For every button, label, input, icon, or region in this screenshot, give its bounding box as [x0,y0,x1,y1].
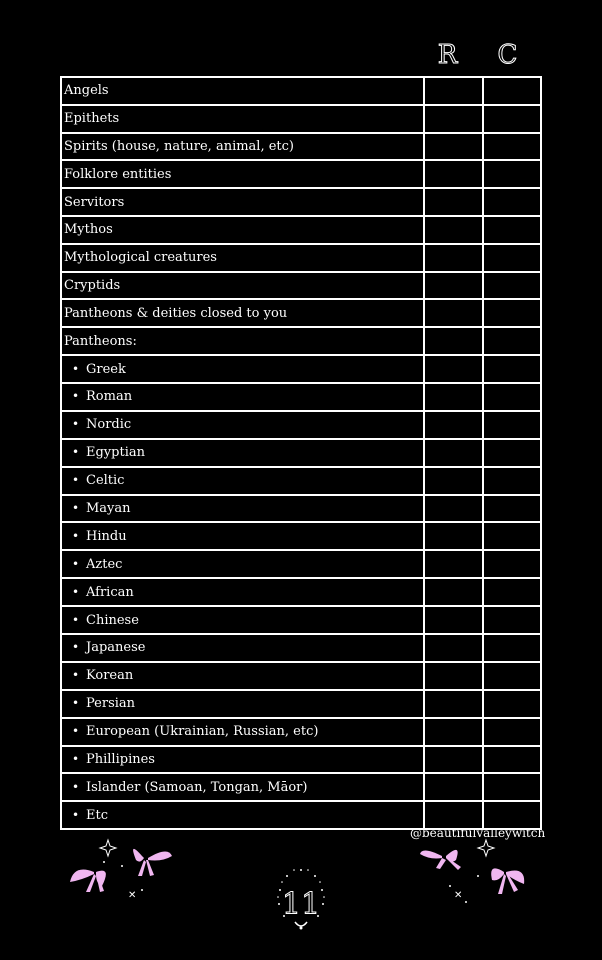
checkbox-cell-c[interactable] [483,634,541,662]
row-label: Islander (Samoan, Tongan, Māor) [86,779,308,795]
row-label: Etc [86,807,108,823]
table-row [61,244,541,272]
row-label-cell [61,133,424,161]
row-label: Mayan [86,500,131,516]
row-label-cell [61,578,424,606]
table-row [61,133,541,161]
bullet-icon: • [72,389,80,404]
bullet-icon: • [72,473,80,488]
checkbox-cell-r[interactable] [424,133,482,161]
checkbox-cell-r[interactable] [424,550,482,578]
table-row [61,662,541,690]
table-row [61,383,541,411]
table-row [61,495,541,523]
checkbox-cell-r[interactable] [424,773,482,801]
row-label-cell [61,216,424,244]
checkbox-cell-r[interactable] [424,718,482,746]
creator-handle: @beautifulvalleywitch [410,826,546,840]
bullet-icon: • [72,528,80,543]
bow-decoration-left [64,836,184,906]
checkbox-cell-r[interactable] [424,355,482,383]
checkbox-cell-r[interactable] [424,272,482,300]
checkbox-cell-r[interactable] [424,160,482,188]
row-label-cell [61,522,424,550]
row-label: Servitors [64,194,125,210]
checkbox-cell-r[interactable] [424,495,482,523]
row-label-cell [61,746,424,774]
row-label: Mythological creatures [64,250,217,266]
table-row [61,411,541,439]
checkbox-cell-c[interactable] [483,746,541,774]
bow-icon [133,849,172,876]
row-label-cell [61,439,424,467]
row-label-cell [61,634,424,662]
checkbox-cell-c[interactable] [483,495,541,523]
row-label: Folklore entities [64,166,172,182]
row-label-cell [61,606,424,634]
row-label: Aztec [86,556,123,572]
checkbox-cell-c[interactable] [483,467,541,495]
table-row [61,299,541,327]
checkbox-cell-c[interactable] [483,133,541,161]
bullet-icon: • [72,724,80,739]
bullet-icon: • [72,556,80,571]
sparkle-icon [449,840,494,903]
row-label: Greek [86,361,126,377]
checkbox-cell-c[interactable] [483,77,541,105]
table-row [61,467,541,495]
row-label-cell [61,77,424,105]
table-row [61,578,541,606]
checkbox-cell-c[interactable] [483,160,541,188]
table-row [61,105,541,133]
checkbox-cell-c[interactable] [483,244,541,272]
row-label: Epithets [64,111,120,127]
row-label: Hindu [86,528,127,544]
checkbox-cell-c[interactable] [483,718,541,746]
table-row [61,327,541,355]
row-label: Nordic [86,417,132,433]
row-label: Chinese [86,612,139,628]
row-label-cell [61,801,424,829]
checkbox-cell-r[interactable] [424,662,482,690]
table-row [61,216,541,244]
row-label: European (Ukrainian, Russian, etc) [86,724,319,740]
row-label: Celtic [86,473,125,489]
checkbox-cell-r[interactable] [424,634,482,662]
table-row [61,606,541,634]
checkbox-cell-c[interactable] [483,522,541,550]
row-label: Pantheons: [64,333,137,349]
row-label: Spirits (house, nature, animal, etc) [64,138,295,154]
row-label-cell [61,244,424,272]
row-label-cell [61,690,424,718]
page-number: 11 [281,887,321,922]
row-label-cell [61,495,424,523]
row-label: Mythos [64,222,113,238]
checkbox-cell-c[interactable] [483,272,541,300]
bullet-icon: • [72,779,80,794]
bullet-icon: • [72,500,80,515]
bullet-icon: • [72,361,80,376]
row-label-cell [61,550,424,578]
checkbox-cell-c[interactable] [483,662,541,690]
table-row [61,690,541,718]
row-label: Persian [86,696,136,712]
bow-decoration-right [418,836,538,906]
row-label: Japanese [86,640,146,656]
bullet-icon: • [72,807,80,822]
table-row [61,188,541,216]
table-row [61,718,541,746]
checkbox-cell-r[interactable] [424,244,482,272]
row-label-cell [61,662,424,690]
checkbox-cell-r[interactable] [424,746,482,774]
bullet-icon: • [72,751,80,766]
row-label-cell [61,299,424,327]
svg-text:✕: ✕ [128,890,137,901]
bullet-icon: • [72,417,80,432]
checkbox-cell-c[interactable] [483,105,541,133]
row-label: Egyptian [86,445,145,461]
row-label: Roman [86,389,133,405]
checkbox-cell-c[interactable] [483,773,541,801]
bullet-icon: • [72,584,80,599]
checkbox-cell-c[interactable] [483,439,541,467]
checkbox-cell-c[interactable] [483,383,541,411]
svg-text:✕: ✕ [454,890,463,901]
bow-icon [70,870,106,892]
checkbox-cell-r[interactable] [424,188,482,216]
row-label: Phillipines [86,751,155,767]
checkbox-cell-c[interactable] [483,411,541,439]
row-label: Angels [64,83,109,99]
row-label: Cryptids [64,277,121,293]
row-label-cell [61,272,424,300]
checkbox-cell-c[interactable] [483,327,541,355]
checkbox-cell-c[interactable] [483,690,541,718]
table-row [61,550,541,578]
table-row [61,160,541,188]
table-row [61,746,541,774]
bullet-icon: • [72,445,80,460]
checkbox-cell-r[interactable] [424,578,482,606]
checkbox-cell-r[interactable] [424,467,482,495]
row-label: Pantheons & deities closed to you [64,305,288,321]
checklist-table [60,76,542,830]
checkbox-cell-r[interactable] [424,690,482,718]
table-row [61,355,541,383]
checkbox-cell-r[interactable] [424,411,482,439]
checkbox-cell-r[interactable] [424,105,482,133]
checkbox-cell-c[interactable] [483,355,541,383]
checkbox-cell-c[interactable] [483,606,541,634]
bullet-icon: • [72,696,80,711]
table-row [61,634,541,662]
checkbox-cell-r[interactable] [424,383,482,411]
checkbox-cell-c[interactable] [483,216,541,244]
table-row [61,77,541,105]
bullet-icon: • [72,668,80,683]
checkbox-cell-r[interactable] [424,77,482,105]
bow-icon [491,868,524,894]
checkbox-cell-r[interactable] [424,522,482,550]
checkbox-cell-c[interactable] [483,188,541,216]
row-label: Korean [86,668,134,684]
checkbox-cell-r[interactable] [424,299,482,327]
row-label-cell [61,188,424,216]
sparkle-icon [100,840,143,901]
table-row [61,439,541,467]
row-label-cell [61,718,424,746]
bow-icon [420,850,461,870]
checkbox-cell-c[interactable] [483,578,541,606]
checkbox-cell-r[interactable] [424,439,482,467]
row-label: African [86,584,134,600]
row-label-cell [61,411,424,439]
checkbox-cell-r[interactable] [424,327,482,355]
column-header-c: C [497,40,519,70]
checkbox-cell-r[interactable] [424,216,482,244]
checkbox-cell-c[interactable] [483,550,541,578]
row-label-cell [61,327,424,355]
row-label-cell [61,383,424,411]
row-label-cell [61,467,424,495]
bullet-icon: • [72,640,80,655]
row-label-cell [61,105,424,133]
checkbox-cell-r[interactable] [424,606,482,634]
table-row [61,773,541,801]
checkbox-cell-c[interactable] [483,299,541,327]
page-number-emblem [274,866,328,932]
row-label-cell [61,773,424,801]
row-label-cell [61,160,424,188]
bullet-icon: • [72,612,80,627]
table-row [61,272,541,300]
row-label-cell [61,355,424,383]
table-row [61,522,541,550]
column-header-r: R [437,40,459,70]
